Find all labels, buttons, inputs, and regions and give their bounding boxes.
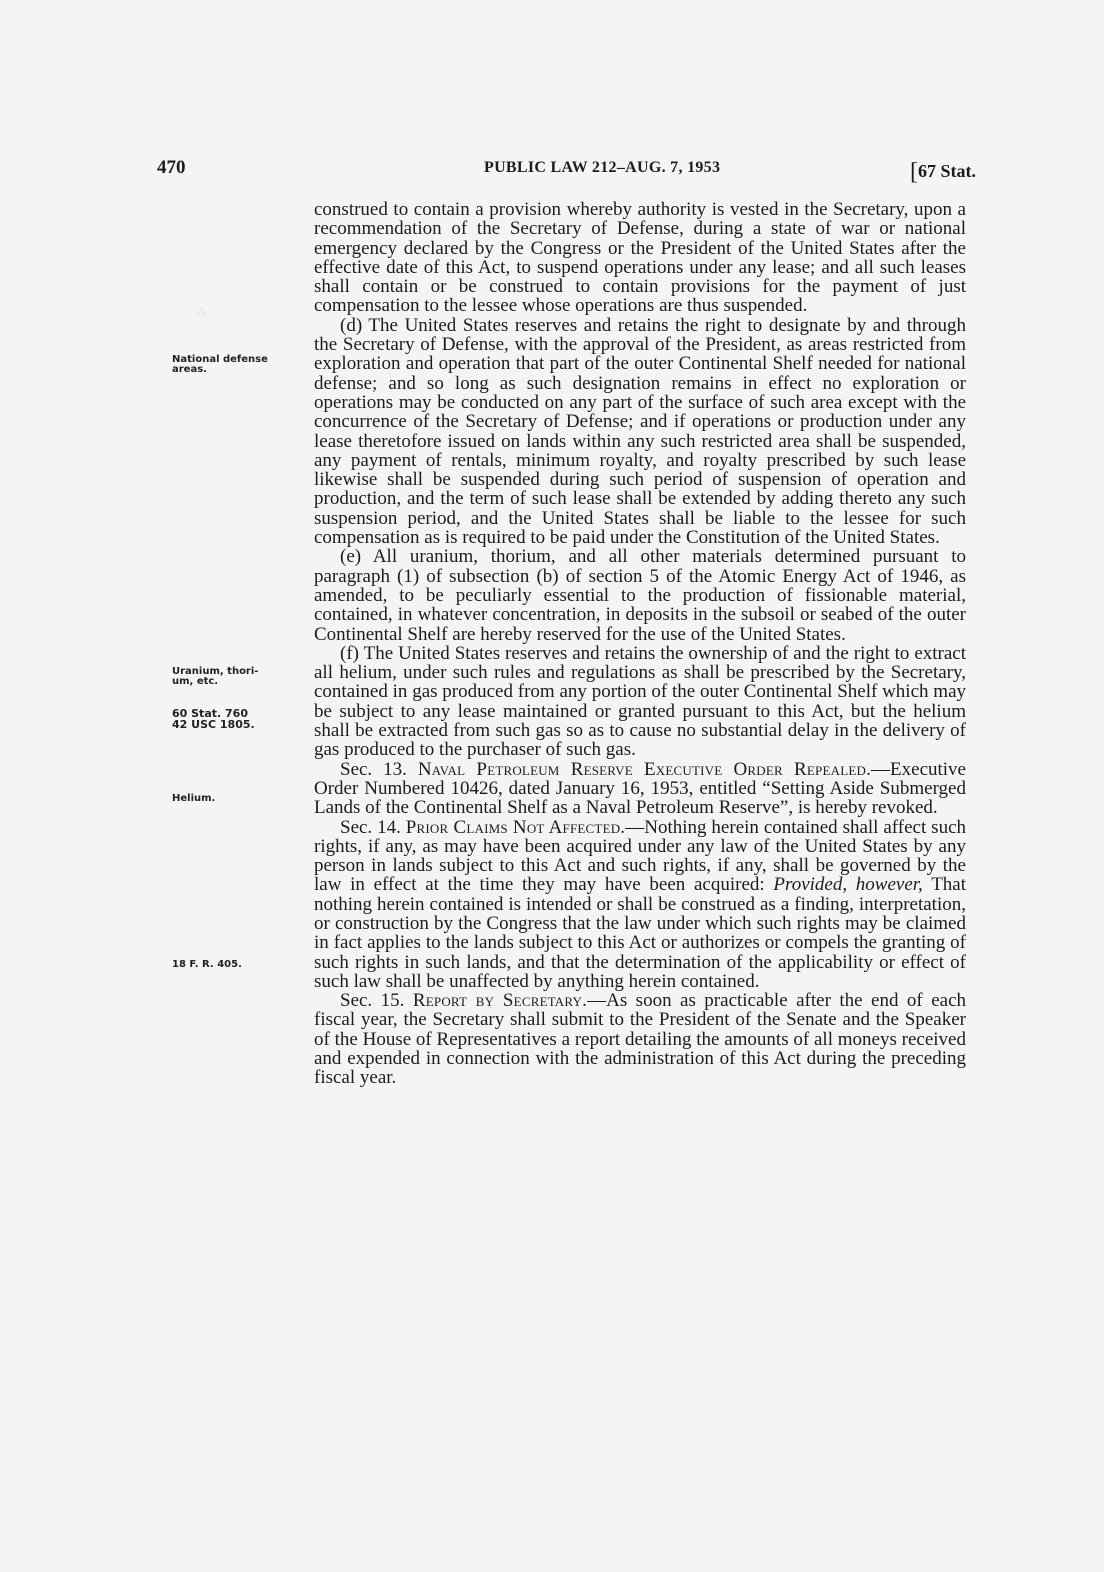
margin-note-line: National defense: [172, 354, 268, 365]
section-text: —Nothing herein contained shall affect such rights, if any, as may have been acquired under any law of the United States by any person in lands subject to this Act and such rights, if any, shall be governed by the law in effect at the time they may have been acquired:: [314, 816, 966, 896]
proviso-text: Provided, however,: [773, 874, 923, 896]
section-text: —As soon as practicable after the end of each fiscal year, the Secretary shall submit to the President of the Senate and the Speaker of the House of Representatives a report detailing the amounts of all moneys received and expended in connection with the administration of this Act during the preceding fiscal year.: [314, 990, 967, 1089]
margin-note-line: Uranium, thori-: [172, 666, 259, 677]
section-heading: Report by Secretary.: [412, 990, 588, 1012]
section-heading: Prior Claims Not Affected.: [405, 816, 626, 838]
margin-note-statute-citation: [172, 708, 302, 730]
paragraph-f: (f) The United States reserves and retains the ownership of and the right to extract all helium, under such rules and regulations as shall be prescribed by the Secretary, contained in gas produced from any portion of the outer Continental Shelf which may be subject to any lease maintained or granted pursuant to this Act, but the helium shall be extracted from such gas so as to cause no substantial delay in the delivery of gas produced to the purchaser of such gas.: [314, 642, 966, 761]
margin-note-line: Helium.: [172, 793, 216, 804]
margin-note-federal-register: [172, 960, 302, 970]
section-14: [314, 818, 966, 992]
margin-note-line: um, etc.: [172, 676, 219, 687]
bleed-through-text: ⁂: [196, 307, 207, 319]
section-13: [314, 760, 966, 818]
statute-volume: [67 Stat.: [910, 159, 976, 185]
section-text: —Executive Order Numbered 10426, dated January 16, 1953, entitled “Setting Aside Submerged Lands of the Continental Shelf as a Naval Petroleum Reserve”, is hereby revoked.: [314, 758, 966, 819]
section-text: That nothing herein contained is intended or shall be construed as a finding, interpretation, or construction by the Congress that the law under which such rights may be claimed in fact applies to the lands subject to this Act or authorizes or compels the granting of such rights in such lands, and that the determination of the applicability or effect of such law shall be unaffected by anything herein contained.: [314, 874, 967, 992]
section-heading: Naval Petroleum Reserve Executive Order Repealed.: [417, 758, 872, 780]
margin-note-line: 60 Stat. 760: [172, 707, 248, 720]
margin-note-line: 42 USC 1805.: [172, 718, 255, 731]
paragraph-e: (e) All uranium, thorium, and all other materials determined pursuant to paragraph (1) of subsection (b) of section 5 of the Atomic Energy Act of 1946, as amended, to be peculiarly essential to the production of fissionable material, contained, in whatever concentration, in deposits in the subsoil or seabed of the outer Continental Shelf are hereby reserved for the use of the United States.: [314, 546, 966, 645]
section-label: Sec. 14.: [340, 816, 401, 838]
margin-note-line: 18 F. R. 405.: [172, 959, 242, 970]
section-label: Sec. 13.: [340, 758, 407, 780]
section-label: Sec. 15.: [340, 990, 405, 1012]
statute-volume-text: 67 Stat.: [918, 161, 976, 181]
margin-note-national-defense: [172, 355, 302, 375]
statute-body: [314, 200, 966, 1088]
paragraph-d: (d) The United States reserves and retains the right to designate by and through the Secretary of Defense, with the approval of the President, as areas restricted from exploration and operation that part of the outer Continental Shelf needed for national defense; and so long as such designation remains in effect no exploration or operations may be conducted on any part of the surface of such area except with the concurrence of the Secretary of Defense; and if operations or production under any lease theretofore issued on lands within any such restricted area shall be suspended, any payment of rentals, minimum royalty, and royalty prescribed by such lease likewise shall be suspended during such period of suspension of operation and production, and the term of such lease shall be extended by adding thereto any such suspension period, and the United States shall be liable to the lessee for such compensation as is required to be paid under the Constitution of the United States.: [314, 314, 966, 549]
paragraph-continuation: construed to contain a provision whereby authority is vested in the Secretary, upon a recommendation of the Secretary of Defense, during a state of war or national emergency declared by the Congress or the President of the United States after the effective date of this Act, to suspend operations under any lease; and all such leases shall contain or be construed to contain provisions for the payment of just compensation to the lessee whose operations are thus suspended.: [314, 199, 966, 317]
margin-note-helium: [172, 794, 302, 804]
margin-note-uranium: [172, 667, 302, 687]
page-title: PUBLIC LAW 212–AUG. 7, 1953: [484, 159, 721, 176]
page-number: 470: [157, 157, 186, 178]
margin-note-line: areas.: [172, 364, 207, 375]
section-15: [314, 991, 966, 1087]
running-header: [157, 157, 976, 185]
